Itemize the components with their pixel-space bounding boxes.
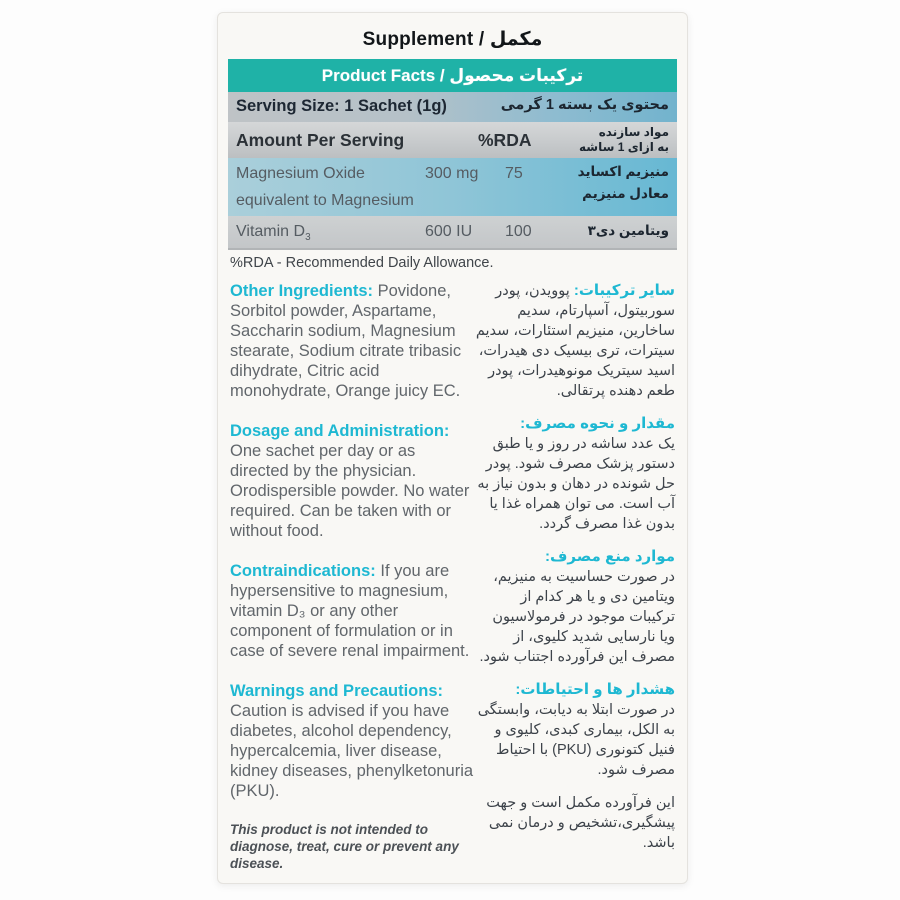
section-warnings-precautions — [230, 681, 475, 801]
section-body: One sachet per day or as directed by the physician. Orodispersible powder. No water required. Can be taken with or without food. — [230, 442, 470, 540]
vitamin-d3-row — [228, 216, 677, 250]
supplement-box-label — [217, 12, 688, 884]
section-body: یک عدد ساشه در روز و یا طبق دستور پزشک مصرف شود. پودر حل شونده در دهان و بدون نیاز به آب است. می توان همراه غذا یا بدون غذا مصرف گردد. — [477, 436, 675, 532]
serving-size-row — [228, 92, 677, 122]
section-body: در صورت حساسیت به منیزیم، ویتامین دی و یا هر کدام از ترکیبات موجود در فرمولاسیون ویا نارسایی شدید کلیوی، از مصرف این فرآورده اجتناب شود. — [479, 569, 675, 665]
section-body: Povidone, Sorbitol powder, Aspartame, Saccharin sodium, Magnesium stearate, Sodium citrate tribasic dihydrate, Citric acid monohydrate, Orange juicy EC. — [230, 282, 462, 400]
nutrient-amount: 600 IU — [425, 223, 473, 240]
amount-per-serving-label: Amount Per Serving — [236, 130, 405, 150]
section-contraindications-fa — [475, 547, 675, 667]
fda-disclaimer-fa: این فرآورده مکمل است و جهت پیشگیری،تشخیص و درمان نمی باشد. — [486, 795, 675, 851]
section-heading: Contraindications: — [230, 562, 376, 580]
rda-footnote: %RDA - Recommended Daily Allowance. — [230, 255, 494, 271]
rda-column-label: %RDA — [478, 130, 532, 150]
table-header-fa-line2: به ازای 1 ساشه — [579, 140, 669, 154]
section-warnings-precautions-fa — [475, 680, 675, 780]
section-heading: مقدار و نحوه مصرف: — [520, 415, 675, 432]
fda-disclaimer-en: This product is not intended to diagnose, treat, cure or prevent any disease. — [230, 822, 459, 871]
section-heading: Warnings and Precautions: — [230, 682, 444, 700]
product-title: Supplement / مکمل — [362, 29, 543, 50]
nutrient-name-line2: equivalent to Magnesium — [236, 192, 414, 209]
persian-column — [475, 281, 675, 872]
english-column — [230, 281, 475, 872]
facts-table — [228, 92, 677, 250]
nutrient-name: Magnesium Oxide — [236, 165, 365, 182]
vitamin-d3-subscript: 3 — [305, 232, 311, 244]
label-body-columns — [218, 281, 687, 872]
serving-size-fa: محتوی یک بسته 1 گرمی — [500, 97, 669, 113]
nutrient-rda: 100 — [505, 223, 532, 240]
section-heading: هشدار ها و احتیاطات: — [515, 681, 675, 698]
nutrient-amount: 300 mg — [425, 165, 479, 182]
section-dosage-administration-fa — [475, 414, 675, 534]
section-contraindications — [230, 561, 475, 661]
nutrient-name: Vitamin $D_3$ — [236, 223, 311, 244]
table-header-fa-line1: مواد سازنده — [598, 125, 669, 139]
magnesium-oxide-row — [228, 158, 677, 216]
product-facts-header: Product Facts / ترکیبات محصول — [228, 59, 677, 92]
section-body: پوویدن، پودر سوربیتول، آسپارتام، سدیم ساخارین، منیزیم استئارات، سدیم سیترات، تری بیسیک دی هیدرات، اسید سیتریک مونوهیدرات، پودر طعم دهنده پرتقالی. — [475, 283, 675, 399]
section-heading: Dosage and Administration: — [230, 422, 450, 440]
nutrient-name-fa-line2: معادل منیزیم — [582, 186, 669, 201]
section-other-ingredients-fa — [475, 281, 675, 401]
section-other-ingredients — [230, 281, 475, 401]
section-body: در صورت ابتلا به دیابت، وابستگی به الکل، بیماری کبدی، کلیوی و فنیل کتونوری (PKU) با احتیاط مصرف شود. — [477, 702, 675, 778]
section-body: Caution is advised if you have diabetes, alcohol dependency, hypercalcemia, liver disease, kidney diseases, phenylketonuria (PKU). — [230, 702, 474, 800]
section-heading: Other Ingredients: — [230, 282, 374, 300]
nutrient-name-fa: منیزیم اکساید — [577, 164, 669, 179]
section-heading: موارد منع مصرف: — [545, 548, 675, 565]
section-heading: سایر ترکیبات: — [573, 282, 675, 299]
nutrient-name-fa: ویتامین دی۳ — [587, 223, 669, 238]
table-header-row — [228, 122, 677, 158]
table-header-fa — [579, 125, 669, 155]
section-dosage-administration — [230, 421, 475, 541]
nutrient-rda: 75 — [505, 165, 523, 182]
serving-size-en: Serving Size: 1 Sachet (1g) — [236, 97, 447, 115]
section-body: If you are hypersensitive to magnesium, vitamin D₃ or any other component of formulation or in case of severe renal impairment. — [230, 562, 470, 660]
